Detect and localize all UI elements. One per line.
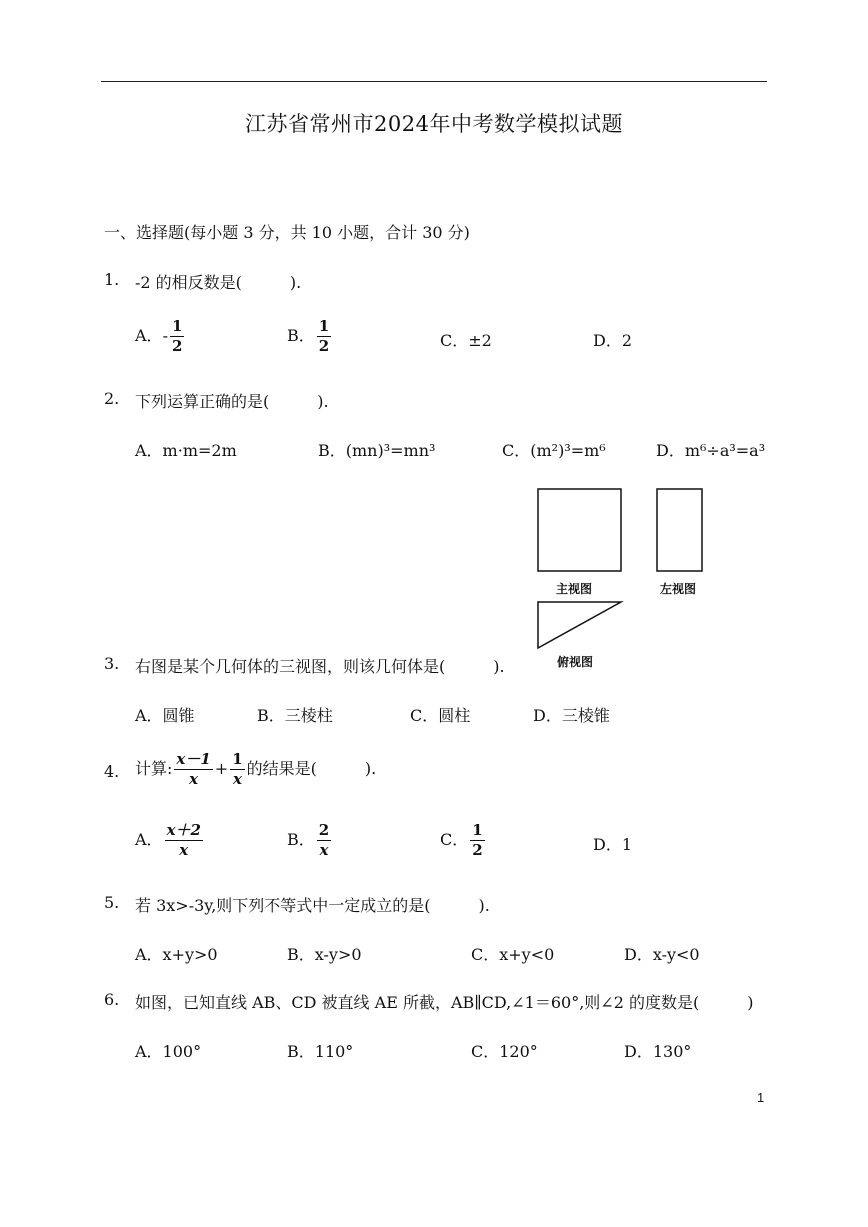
question-3-option-b: B．三棱柱 xyxy=(257,706,333,725)
question-5-number: 5. xyxy=(104,893,120,912)
question-4-text: 计算: $\frac{x-1}{x}$ + $\frac{1}{x}$ 的结果是( ). xyxy=(135,750,377,788)
question-4-option-a: A． $\frac{x+2}{x}$ xyxy=(135,821,201,859)
question-3-text: 右图是某个几何体的三视图，则该几何体是( ). xyxy=(135,657,505,676)
question-2-option-a: A．m·m=2m xyxy=(135,441,237,460)
section-heading: 一、选择题(每小题 3 分，共 10 小题，合计 30 分) xyxy=(104,223,470,242)
question-1-option-c: C．±2 xyxy=(440,331,492,350)
question-2-number: 2. xyxy=(104,389,120,408)
question-4-option-b: B． $\frac{2}{x}$ xyxy=(287,821,330,859)
question-5-option-d: D．x-y<0 xyxy=(624,945,700,964)
question-4-number: 4. xyxy=(104,762,120,781)
question-4-option-c: C． $\frac{1}{2}$ xyxy=(440,821,483,859)
question-2-option-c: C．(m²)³=m⁶ xyxy=(502,441,606,460)
question-2-option-d: D．m⁶÷a³=a³ xyxy=(656,441,766,460)
question-2-text: 下列运算正确的是( ). xyxy=(135,392,329,411)
question-1-number: 1. xyxy=(104,270,120,289)
question-5-text: 若 3x>-3y,则下列不等式中一定成立的是( ). xyxy=(135,896,490,915)
page-title: 江苏省常州市2024年中考数学模拟试题 xyxy=(245,112,623,136)
question-5-option-b: B．x-y>0 xyxy=(287,945,362,964)
fraction: $\frac{x-1}{x}$ xyxy=(176,750,211,788)
question-4-option-d: D．1 xyxy=(593,835,633,854)
question-6-option-c: C．120° xyxy=(471,1042,538,1061)
fraction: $\frac{1}{2}$ xyxy=(171,317,183,355)
question-6-option-b: B．110° xyxy=(287,1042,354,1061)
question-1-text: -2 的相反数是( ). xyxy=(135,273,302,292)
fraction: $\frac{1}{2}$ xyxy=(472,821,483,859)
question-2-option-b: B．(mn)³=mn³ xyxy=(318,441,436,460)
question-3-option-d: D．三棱锥 xyxy=(533,706,610,725)
question-1-option-d: D．2 xyxy=(593,331,633,350)
question-3-option-a: A．圆锥 xyxy=(135,706,195,725)
fraction: $\frac{1}{2}$ xyxy=(318,317,330,355)
left-view-rectangle xyxy=(657,489,702,571)
question-6-option-a: A．100° xyxy=(135,1042,202,1061)
question-6-number: 6. xyxy=(104,990,120,1009)
question-1-option-b: B． $\frac{1}{2}$ xyxy=(287,317,330,355)
question-5-option-c: C．x+y<0 xyxy=(471,945,555,964)
left-view-label: 左视图 xyxy=(660,582,697,596)
fraction: $\frac{2}{x}$ xyxy=(318,821,330,859)
question-6-text: 如图，已知直线 AB、CD 被直线 AE 所截，AB∥CD,∠1＝60°,则∠2 的度数是( ) xyxy=(135,993,754,1012)
question-1-option-a: A．- $\frac{1}{2}$ xyxy=(135,317,183,355)
fraction: $\frac{x+2}{x}$ xyxy=(166,821,201,859)
question-6-option-d: D．130° xyxy=(624,1042,692,1061)
fraction: $\frac{1}{x}$ xyxy=(232,750,243,788)
page-number: 1 xyxy=(757,1090,765,1105)
three-view-figure xyxy=(530,482,720,672)
front-view-label: 主视图 xyxy=(556,582,593,596)
top-view-triangle xyxy=(538,602,621,648)
question-3-number: 3. xyxy=(104,654,120,673)
question-3-option-c: C．圆柱 xyxy=(410,706,471,725)
front-view-square xyxy=(538,489,621,571)
question-5-option-a: A．x+y>0 xyxy=(135,945,218,964)
top-view-label: 俯视图 xyxy=(557,655,594,669)
header-rule xyxy=(101,81,767,82)
